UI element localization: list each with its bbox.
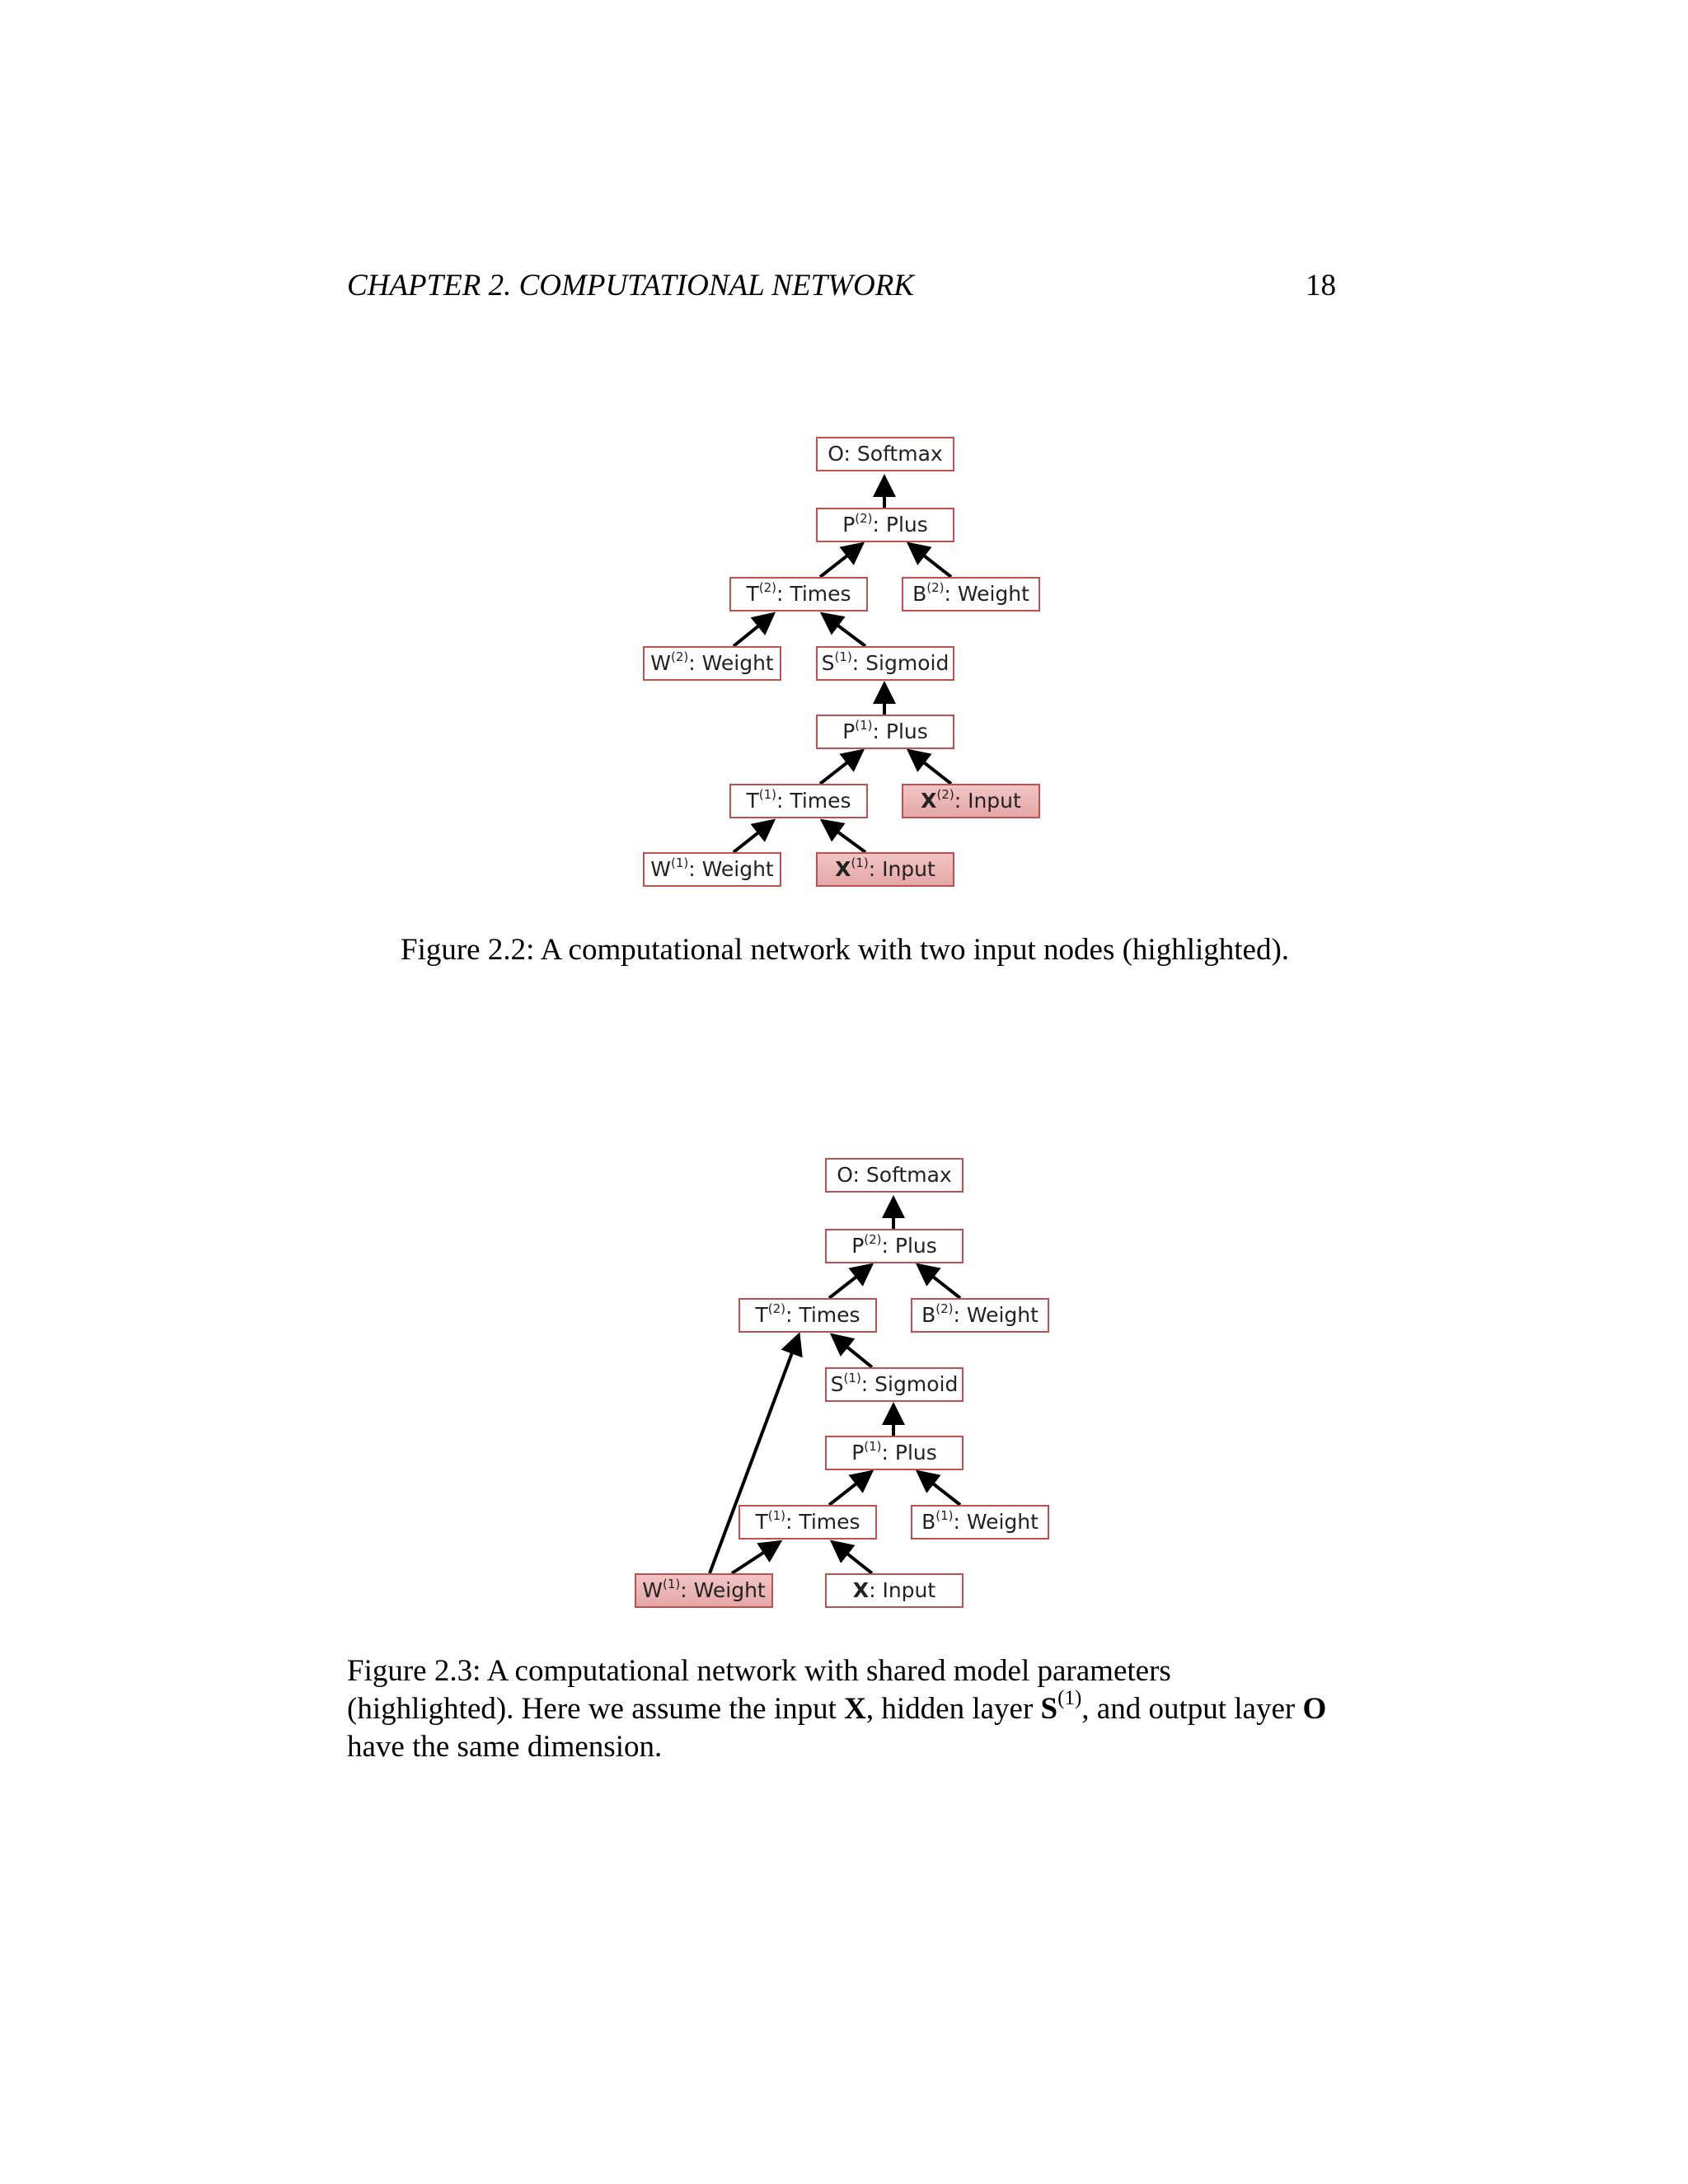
caption-symbol-s: S bbox=[1040, 1692, 1058, 1726]
edge-b2-to-p2 bbox=[918, 1265, 960, 1298]
node-input-x: X: Input bbox=[825, 1573, 964, 1608]
node-softmax-o: O: Softmax bbox=[816, 437, 954, 471]
node-plus-p2: $P^{(2)}$: Plus bbox=[825, 1229, 964, 1263]
edge-x1-to-t1 bbox=[823, 821, 865, 852]
edge-b1-to-p1 bbox=[918, 1472, 960, 1505]
edge-s1-to-t2 bbox=[823, 614, 865, 646]
edge-w2-to-t2 bbox=[734, 614, 773, 646]
node-weight-b2: $B^{(2)}$: Weight bbox=[911, 1298, 1049, 1333]
node-times-t1: $T^{(1)}$: Times bbox=[738, 1505, 877, 1540]
node-weight-b1: $B^{(1)}$: Weight bbox=[911, 1505, 1049, 1540]
figure-2-3-caption: Figure 2.3: A computational network with shared model parameters (highlighted). Here we assume the input X, hidden layer $S^{(1)}$, and output layer O have the same dimension. bbox=[347, 1654, 1327, 1764]
caption-symbol-o: O bbox=[1302, 1692, 1327, 1726]
node-input-x1-highlighted: $X^{(1)}$: Input bbox=[816, 852, 954, 887]
node-times-t1: $T^{(1)}$: Times bbox=[729, 784, 868, 818]
node-weight-w1: $W^{(1)}$: Weight bbox=[643, 852, 781, 887]
edge-w1-to-t1 bbox=[734, 821, 773, 852]
edge-w1-to-t1 bbox=[732, 1542, 780, 1573]
figure-2-2-caption: Figure 2.2: A computational network with two input nodes (highlighted). bbox=[401, 933, 1290, 967]
edge-t1-to-p1 bbox=[829, 1472, 871, 1505]
chapter-title: CHAPTER 2. COMPUTATIONAL NETWORK bbox=[347, 269, 914, 302]
node-input-x2-highlighted: $X^{(2)}$: Input bbox=[902, 784, 1040, 818]
edge-x2-to-p1 bbox=[909, 751, 951, 784]
edge-t2-to-p2 bbox=[820, 544, 862, 577]
node-softmax-o: O: Softmax bbox=[825, 1158, 964, 1193]
node-times-t2: $T^{(2)}$: Times bbox=[738, 1298, 877, 1333]
edge-b2-to-p2 bbox=[909, 544, 951, 577]
node-plus-p1: $P^{(1)}$: Plus bbox=[816, 715, 954, 749]
caption-symbol-x: X bbox=[844, 1692, 866, 1726]
edge-t2-to-p2 bbox=[829, 1265, 871, 1298]
node-sigmoid-s1: $S^{(1)}$: Sigmoid bbox=[816, 646, 954, 681]
page-number: 18 bbox=[1306, 269, 1336, 302]
figure-2-3-diagram bbox=[626, 1150, 1071, 1624]
page-header bbox=[347, 268, 1336, 311]
node-weight-b2: $B^{(2)}$: Weight bbox=[902, 577, 1040, 612]
node-weight-w1-highlighted: $W^{(1)}$: Weight bbox=[635, 1573, 773, 1608]
edge-s1-to-t2 bbox=[832, 1335, 872, 1367]
edge-t1-to-p1 bbox=[820, 751, 862, 784]
node-sigmoid-s1: $S^{(1)}$: Sigmoid bbox=[825, 1367, 964, 1402]
node-times-t2: $T^{(2)}$: Times bbox=[729, 577, 868, 612]
node-plus-p1: $P^{(1)}$: Plus bbox=[825, 1436, 964, 1470]
node-weight-w2: $W^{(2)}$: Weight bbox=[643, 646, 781, 681]
edge-x-to-t1 bbox=[832, 1542, 872, 1573]
node-plus-p2: $P^{(2)}$: Plus bbox=[816, 508, 954, 542]
figure-2-2-diagram bbox=[635, 429, 1063, 902]
